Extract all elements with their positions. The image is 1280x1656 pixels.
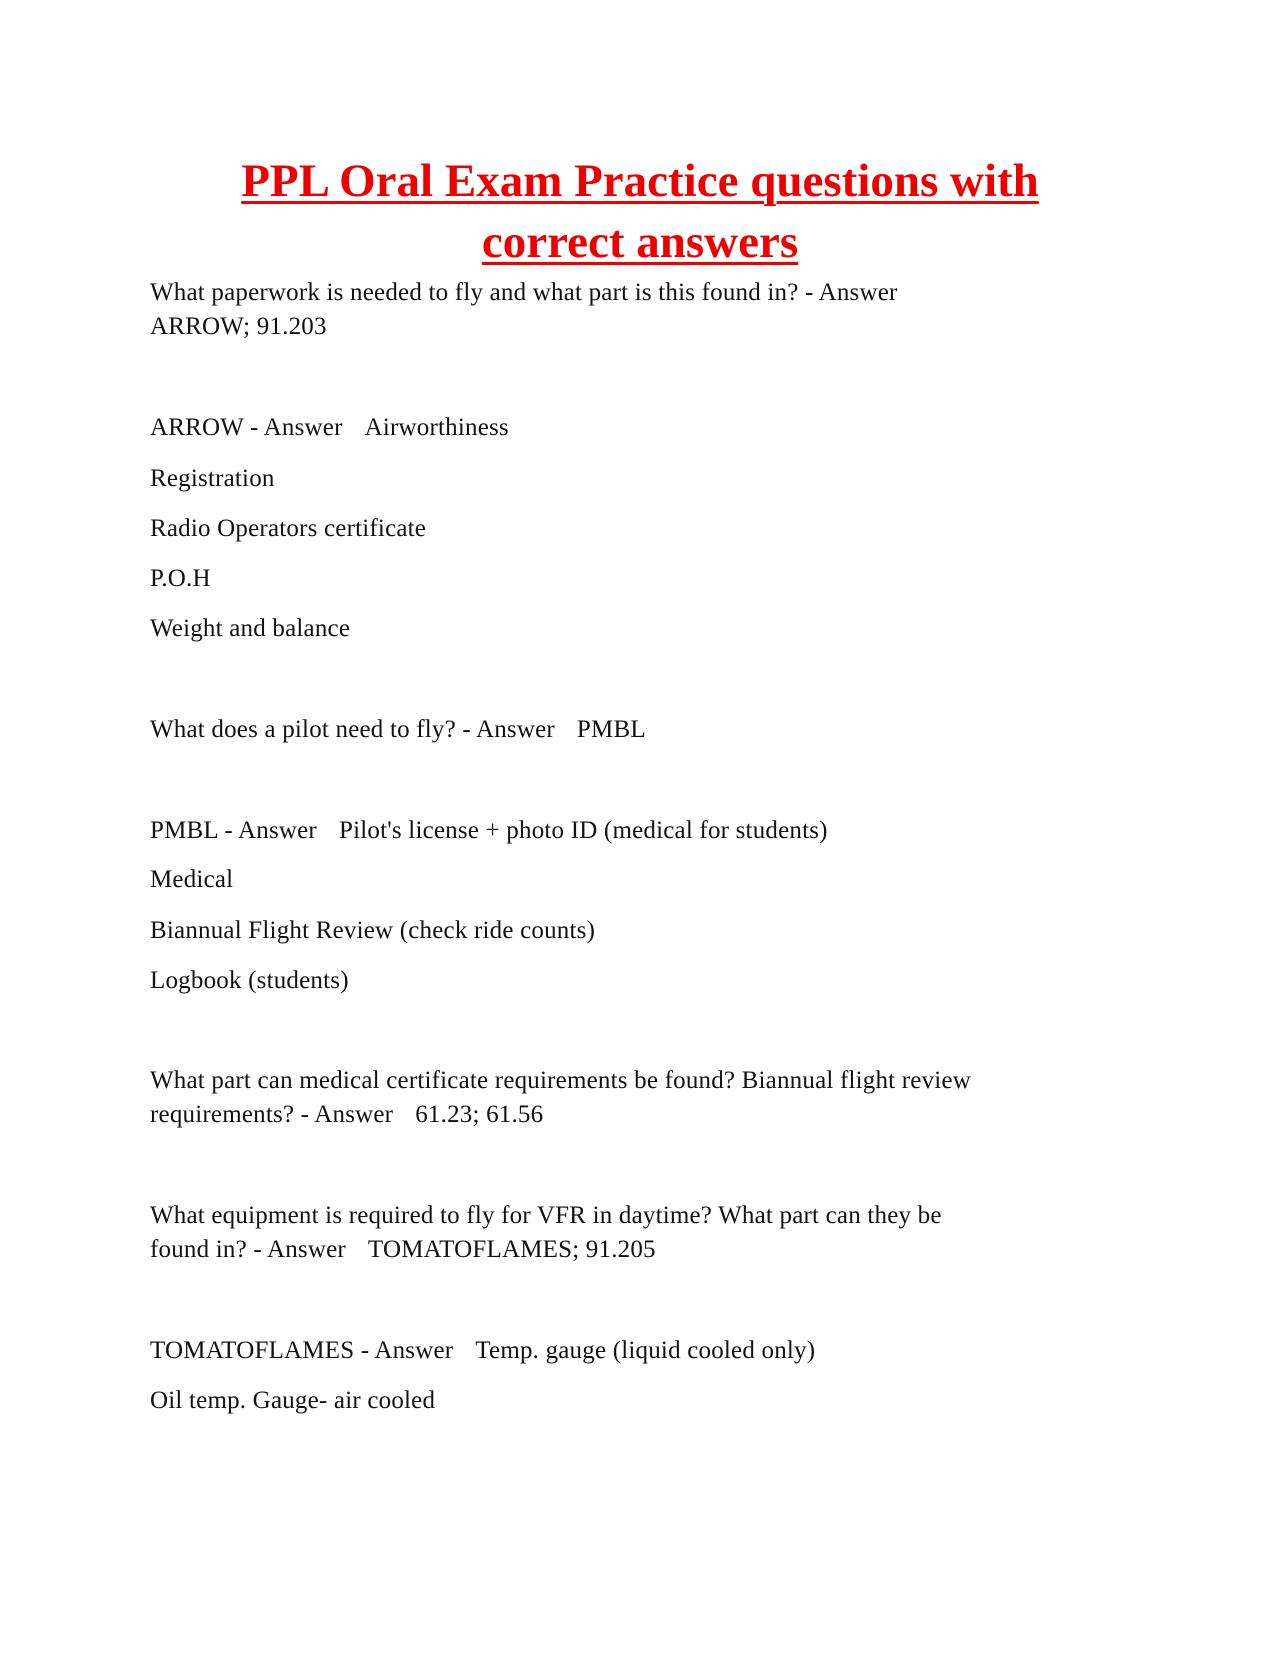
question-medical-head: requirements? - Answer (150, 1101, 394, 1128)
pmbl-answer-head: PMBL - Answer (150, 817, 317, 844)
question-pilot-needs-answer: PMBL (576, 716, 646, 743)
arrow-item-poh: P.O.H (150, 565, 211, 592)
arrow-item-weight-balance: Weight and balance (150, 615, 351, 642)
question-medical-line-2 (150, 1098, 543, 1132)
question-paperwork-line-1: What paperwork is needed to fly and what part is this found in? - Answer (150, 279, 898, 306)
question-vfr-line-1: What equipment is required to fly for VFR in daytime? What part can they be (150, 1202, 942, 1229)
question-medical-line-1: What part can medical certificate requirements be found? Biannual flight review (150, 1067, 971, 1094)
tomatoflames-item-oil-temp: Oil temp. Gauge- air cooled (150, 1387, 436, 1414)
tomatoflames-answer-head: TOMATOFLAMES - Answer (150, 1337, 454, 1364)
arrow-item-airworthiness: Airworthiness (364, 414, 509, 441)
page-title-line-1: PPL Oral Exam Practice questions with (241, 155, 1039, 207)
arrow-answer-line (150, 411, 509, 445)
tomatoflames-item-temp-gauge: Temp. gauge (liquid cooled only) (475, 1337, 816, 1364)
pmbl-answer-line (150, 814, 828, 848)
question-pilot-needs (150, 713, 646, 747)
question-vfr-line-2 (150, 1233, 656, 1267)
arrow-item-registration: Registration (150, 465, 275, 492)
tomatoflames-answer-line (150, 1334, 815, 1368)
question-medical-answer: 61.23; 61.56 (415, 1101, 544, 1128)
question-vfr-head: found in? - Answer (150, 1236, 346, 1263)
arrow-answer-head: ARROW - Answer (150, 414, 343, 441)
pmbl-item-license: Pilot's license + photo ID (medical for students) (338, 817, 828, 844)
question-paperwork-line-2: ARROW; 91.203 (150, 313, 327, 340)
question-pilot-needs-head: What does a pilot need to fly? - Answer (150, 716, 555, 743)
pmbl-item-flight-review: Biannual Flight Review (check ride counts) (150, 917, 596, 944)
arrow-item-radio-certificate: Radio Operators certificate (150, 515, 427, 542)
question-vfr-answer: TOMATOFLAMES; 91.205 (367, 1236, 656, 1263)
page-title-line-2: correct answers (481, 216, 799, 268)
pmbl-item-medical: Medical (150, 866, 234, 893)
pmbl-item-logbook: Logbook (students) (150, 967, 349, 994)
